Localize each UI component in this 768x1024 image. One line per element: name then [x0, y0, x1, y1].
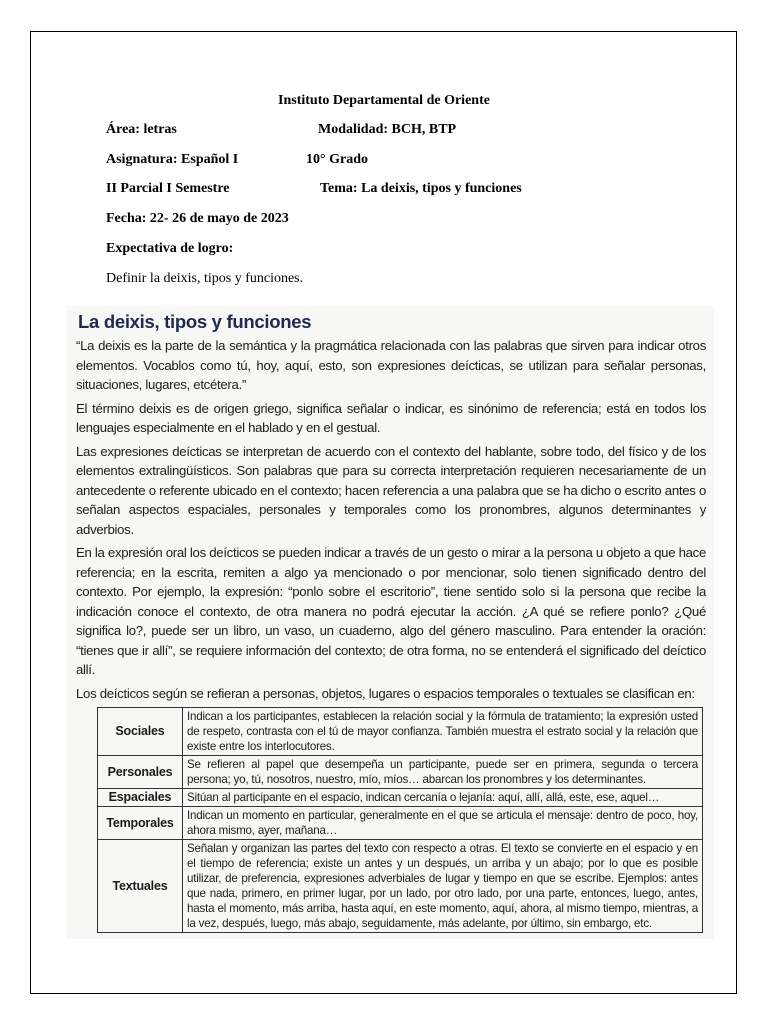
- desc-cell: Indican a los participantes, establecen la relación social y la fórmula de tratamiento; la expresión usted de respeto, contrasta con el tú de mayor confianza. También muestra el estrato social y la relación que existe entre los interlocutores.: [183, 708, 703, 756]
- expectativa-text: Definir la deixis, tipos y funciones.: [106, 271, 304, 286]
- paragraph: El término deixis es de origen griego, significa señalar o indicar, es sinónimo de referencia; está en todos los lenguajes especialmente en el hablado y en el gestual.: [76, 400, 706, 435]
- desc-cell: Indican un momento en particular, generalmente en el que se articula el mensaje: dentro de poco, hoy, ahora mismo, ayer, mañana…: [183, 807, 703, 840]
- institute-title: Instituto Departamental de Oriente: [278, 93, 490, 108]
- desc-cell: Señalan y organizan las partes del texto con respecto a otras. El texto se convierte en el espacio y en el tiempo de referencia; existe un antes y un después, un arriba y un abajo; por lo que es posible utilizar, de preferencia, expresiones adverbiales de lugar y tiempo en que se escribe. Ejemplos: antes que nada, primero, en primer lugar, por un lado, por otro lado, por una parte, entonces, luego, antes, hasta el momento, más arriba, hasta aquí, en este momento, aquí, ahora, al mismo tiempo, mientras, a la vez, después, luego, más abajo, seguidamente, más adelante, por último, sin embargo, etc.: [183, 840, 703, 933]
- section-title: La deixis, tipos y funciones: [78, 311, 312, 332]
- parcial: II Parcial I Semestre: [106, 181, 230, 196]
- type-cell: Espaciales: [98, 789, 183, 807]
- modalidad: Modalidad: BCH, BTP: [318, 122, 457, 137]
- paragraph: Las expresiones deícticas se interpretan de acuerdo con el contexto del hablante, sobre todo, del físico y de los elementos extralingüísticos. Son palabras que para su correcta interpretación requieren necesariamente de un antecedente o referente ubicado en el contexto; hacen referencia a una palabra que se ha dicho o escrito antes o señalan aspectos espaciales, personales y temporales como los pronombres, algunos determinantes y adverbios.: [76, 443, 706, 537]
- table-row: [98, 840, 703, 933]
- fecha: Fecha: 22- 26 de mayo de 2023: [106, 211, 289, 226]
- type-cell: Sociales: [98, 708, 183, 756]
- table-row: [98, 708, 703, 756]
- paragraph: En la expresión oral los deícticos se pueden indicar a través de un gesto o mirar a la persona u objeto a que hace referencia; en la escrita, remiten a algo ya mencionado o por mencionar, solo tienen significado dentro del contexto. Por ejemplo, la expresión: “ponlo sobre el escritorio”, tiene sentido solo si la persona que recibe la indicación conoce el contexto, de otra manera no podrá ejecutar la acción. ¿A qué se refiere ponlo? ¿Qué significa lo?, puede ser un libro, un vaso, un cuaderno, algo del género masculino. Para entender la oración: “tienes que ir allí”, se requiere información del contexto; de otra forma, no se entenderá el significado del deíctico allí.: [76, 545, 706, 677]
- scanned-page: [66, 306, 714, 939]
- table-row: [98, 756, 703, 789]
- type-cell: Personales: [98, 756, 183, 789]
- expectativa-label: Expectativa de logro:: [106, 241, 234, 256]
- deixis-types-table: [97, 707, 703, 933]
- desc-cell: Se refieren al papel que desempeña un participante, puede ser en primera, segunda o tercera persona; yo, tú, nosotros, nuestro, mío, míos… abarcan los pronombres y los determinantes.: [183, 756, 703, 789]
- paragraph: Los deícticos según se refieran a personas, objetos, lugares o espacios temporales o textuales se clasifican en:: [76, 685, 695, 701]
- paragraph: “La deixis es la parte de la semántica y la pragmática relacionada con las palabras que sirven para indicar otros elementos. Vocablos como tú, hoy, aquí, esto, son expresiones deícticas, se utilizan para señalar personas, situaciones, lugares, etcétera.”: [76, 338, 706, 392]
- table-row: [98, 789, 703, 807]
- tema: Tema: La deixis, tipos y funciones: [320, 181, 522, 196]
- table-row: [98, 807, 703, 840]
- type-cell: Textuales: [98, 840, 183, 933]
- asignatura: Asignatura: Español I: [106, 152, 239, 167]
- area: Área: letras: [106, 122, 177, 137]
- desc-cell: Sitúan al participante en el espacio, indican cercanía o lejanía: aquí, allí, allá, este, ese, aquel…: [183, 789, 703, 807]
- type-cell: Temporales: [98, 807, 183, 840]
- grado: 10° Grado: [306, 152, 368, 167]
